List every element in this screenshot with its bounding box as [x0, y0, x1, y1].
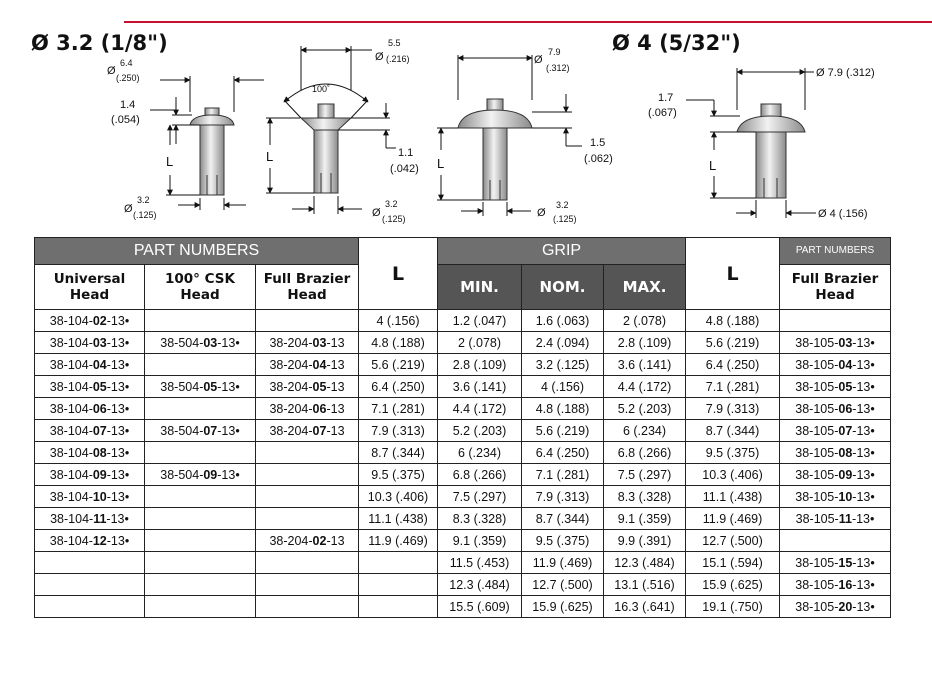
table-row	[35, 332, 891, 354]
part-number-cell	[780, 530, 891, 552]
brazier-small-shank-dia-prefix: Ø	[537, 207, 546, 219]
length-cell: 4 (.156)	[359, 310, 438, 332]
length-cell: 4.8 (.188)	[686, 310, 780, 332]
grip-min-cell: 2 (.078)	[438, 332, 522, 354]
table-row	[35, 596, 891, 618]
part-number-cell: 38-104-09-13•	[35, 464, 145, 486]
part-number-cell: 38-104-11-13•	[35, 508, 145, 530]
grip-min-cell: 15.5 (.609)	[438, 596, 522, 618]
grip-nom-cell: 5.6 (.219)	[522, 420, 604, 442]
part-number-cell: 38-204-02-13	[256, 530, 359, 552]
part-number-cell	[145, 574, 256, 596]
brazier-small-shank-dia-in: (.125)	[553, 214, 577, 224]
part-number-cell: 38-104-02-13•	[35, 310, 145, 332]
size-title-3-2: Ø 3.2 (1/8")	[31, 31, 168, 55]
brazier-large-length-label: L	[709, 158, 717, 173]
part-number-cell	[145, 552, 256, 574]
part-number-cell: 38-105-03-13•	[780, 332, 891, 354]
brazier-small-length-label: L	[437, 156, 445, 171]
length-cell: 11.9 (.469)	[359, 530, 438, 552]
length-cell: 8.7 (.344)	[686, 420, 780, 442]
grip-nom-cell: 6.4 (.250)	[522, 442, 604, 464]
length-cell: 10.3 (.406)	[359, 486, 438, 508]
length-cell: 8.7 (.344)	[359, 442, 438, 464]
part-number-cell: 38-504-09-13•	[145, 464, 256, 486]
universal-length-label: L	[166, 154, 174, 169]
grip-min-cell: 8.3 (.328)	[438, 508, 522, 530]
table-row	[35, 508, 891, 530]
part-number-cell: 38-105-11-13•	[780, 508, 891, 530]
part-number-cell	[35, 596, 145, 618]
part-number-cell	[145, 310, 256, 332]
part-number-cell: 38-204-07-13	[256, 420, 359, 442]
grip-max-cell: 8.3 (.328)	[604, 486, 686, 508]
table-row	[35, 420, 891, 442]
part-number-cell	[145, 486, 256, 508]
col-grip-nom: NOM.	[522, 265, 604, 310]
part-number-cell: 38-105-07-13•	[780, 420, 891, 442]
length-header-right: L	[686, 238, 780, 310]
table-row	[35, 530, 891, 552]
universal-head-dia-mm: 6.4	[120, 58, 133, 68]
col-universal-head: Universal Head	[35, 265, 145, 310]
part-number-cell: 38-104-03-13•	[35, 332, 145, 354]
part-number-cell: 38-105-09-13•	[780, 464, 891, 486]
brazier-small-head-height-mm: 1.5	[590, 137, 606, 149]
part-number-cell: 38-104-05-13•	[35, 376, 145, 398]
length-cell: 7.1 (.281)	[686, 376, 780, 398]
grip-min-cell: 3.6 (.141)	[438, 376, 522, 398]
length-cell: 5.6 (.219)	[359, 354, 438, 376]
part-number-cell	[256, 574, 359, 596]
grip-nom-cell: 7.9 (.313)	[522, 486, 604, 508]
grip-max-cell: 3.6 (.141)	[604, 354, 686, 376]
brazier-large-head-height-mm: 1.7	[658, 92, 674, 104]
grip-max-cell: 7.5 (.297)	[604, 464, 686, 486]
length-cell: 9.5 (.375)	[686, 442, 780, 464]
grip-max-cell: 9.9 (.391)	[604, 530, 686, 552]
part-number-cell: 38-105-15-13•	[780, 552, 891, 574]
universal-shank-dia-in: (.125)	[133, 210, 157, 220]
part-numbers-table-body	[35, 310, 891, 618]
part-number-cell: 38-105-16-13•	[780, 574, 891, 596]
grip-group-header: GRIP	[438, 238, 686, 265]
universal-shank-dia-mm: 3.2	[137, 195, 150, 205]
grip-nom-cell: 2.4 (.094)	[522, 332, 604, 354]
grip-min-cell: 12.3 (.484)	[438, 574, 522, 596]
part-number-cell: 38-105-06-13•	[780, 398, 891, 420]
grip-max-cell: 16.3 (.641)	[604, 596, 686, 618]
grip-nom-cell: 1.6 (.063)	[522, 310, 604, 332]
col-grip-min: MIN.	[438, 265, 522, 310]
length-cell: 7.1 (.281)	[359, 398, 438, 420]
csk-head-height-mm: 1.1	[398, 147, 414, 159]
part-number-cell: 38-204-06-13	[256, 398, 359, 420]
table-row	[35, 398, 891, 420]
brazier-large-head-height-in: (.067)	[648, 107, 677, 119]
grip-max-cell: 6.8 (.266)	[604, 442, 686, 464]
length-cell: 9.5 (.375)	[359, 464, 438, 486]
length-cell: 11.1 (.438)	[359, 508, 438, 530]
grip-min-cell: 6 (.234)	[438, 442, 522, 464]
csk-head-dia-in: (.216)	[386, 54, 410, 64]
part-number-cell	[256, 442, 359, 464]
part-number-cell	[35, 574, 145, 596]
part-number-cell: 38-105-04-13•	[780, 354, 891, 376]
part-number-cell	[780, 310, 891, 332]
part-number-cell	[145, 398, 256, 420]
part-number-cell	[256, 508, 359, 530]
grip-min-cell: 11.5 (.453)	[438, 552, 522, 574]
grip-nom-cell: 4.8 (.188)	[522, 398, 604, 420]
part-number-cell	[256, 464, 359, 486]
grip-nom-cell: 9.5 (.375)	[522, 530, 604, 552]
part-number-cell	[256, 310, 359, 332]
part-number-cell: 38-204-04-13	[256, 354, 359, 376]
grip-nom-cell: 4 (.156)	[522, 376, 604, 398]
table-row	[35, 486, 891, 508]
part-numbers-group-header: PART NUMBERS	[35, 238, 359, 265]
part-number-cell: 38-104-04-13•	[35, 354, 145, 376]
grip-max-cell: 6 (.234)	[604, 420, 686, 442]
table-row	[35, 574, 891, 596]
grip-max-cell: 9.1 (.359)	[604, 508, 686, 530]
length-cell: 11.1 (.438)	[686, 486, 780, 508]
part-number-cell: 38-104-10-13•	[35, 486, 145, 508]
part-number-cell	[145, 354, 256, 376]
length-cell	[359, 574, 438, 596]
csk-head-dia-mm: 5.5	[388, 38, 401, 48]
universal-head-height-in: (.054)	[111, 114, 140, 126]
grip-max-cell: 2 (.078)	[604, 310, 686, 332]
part-number-cell: 38-104-12-13•	[35, 530, 145, 552]
brazier-small-head-height-in: (.062)	[584, 153, 613, 165]
csk-head-dia-prefix: Ø	[375, 51, 384, 63]
csk-shank-dia-mm: 3.2	[385, 199, 398, 209]
grip-nom-cell: 11.9 (.469)	[522, 552, 604, 574]
table-row	[35, 552, 891, 574]
brazier-large-shank-dia: Ø 4 (.156)	[818, 208, 868, 220]
part-number-cell: 38-104-07-13•	[35, 420, 145, 442]
rivet-drawings	[0, 0, 932, 237]
grip-nom-cell: 12.7 (.500)	[522, 574, 604, 596]
table-row	[35, 442, 891, 464]
brazier-large-head-dia: Ø 7.9 (.312)	[816, 67, 875, 79]
grip-max-cell: 13.1 (.516)	[604, 574, 686, 596]
col-full-brazier-head: Full Brazier Head	[256, 265, 359, 310]
grip-max-cell: 12.3 (.484)	[604, 552, 686, 574]
universal-head-dia-prefix: Ø	[107, 65, 116, 77]
part-number-cell: 38-204-05-13	[256, 376, 359, 398]
length-cell: 15.1 (.594)	[686, 552, 780, 574]
grip-nom-cell: 7.1 (.281)	[522, 464, 604, 486]
table-row	[35, 376, 891, 398]
length-cell: 11.9 (.469)	[686, 508, 780, 530]
brazier-head-large-rivet-drawing	[648, 67, 875, 220]
grip-min-cell: 4.4 (.172)	[438, 398, 522, 420]
csk-head-height-in: (.042)	[390, 163, 419, 175]
part-number-cell	[35, 552, 145, 574]
part-number-cell: 38-105-20-13•	[780, 596, 891, 618]
grip-max-cell: 2.8 (.109)	[604, 332, 686, 354]
grip-min-cell: 9.1 (.359)	[438, 530, 522, 552]
brazier-head-small-rivet-drawing	[437, 47, 613, 224]
part-number-cell: 38-104-06-13•	[35, 398, 145, 420]
col-csk-head: 100° CSK Head	[145, 265, 256, 310]
grip-max-cell: 5.2 (.203)	[604, 398, 686, 420]
part-number-cell: 38-105-08-13•	[780, 442, 891, 464]
grip-max-cell: 4.4 (.172)	[604, 376, 686, 398]
grip-nom-cell: 8.7 (.344)	[522, 508, 604, 530]
length-cell	[359, 552, 438, 574]
grip-nom-cell: 15.9 (.625)	[522, 596, 604, 618]
part-number-cell: 38-204-03-13	[256, 332, 359, 354]
brazier-small-shank-dia-mm: 3.2	[556, 200, 569, 210]
part-number-cell: 38-105-10-13•	[780, 486, 891, 508]
grip-min-cell: 6.8 (.266)	[438, 464, 522, 486]
part-number-cell	[256, 552, 359, 574]
csk-shank-dia-prefix: Ø	[372, 207, 381, 219]
grip-nom-cell: 3.2 (.125)	[522, 354, 604, 376]
length-cell: 15.9 (.625)	[686, 574, 780, 596]
universal-head-rivet-drawing	[107, 58, 264, 220]
col-grip-max: MAX.	[604, 265, 686, 310]
table-row	[35, 310, 891, 332]
universal-head-dia-in: (.250)	[116, 73, 140, 83]
csk-length-label: L	[266, 149, 274, 164]
part-numbers-right-header: PART NUMBERS	[780, 238, 891, 265]
brazier-small-head-dia-in: (.312)	[546, 63, 570, 73]
grip-min-cell: 7.5 (.297)	[438, 486, 522, 508]
length-cell: 6.4 (.250)	[686, 354, 780, 376]
part-number-cell: 38-504-03-13•	[145, 332, 256, 354]
col-full-brazier-head-right: Full Brazier Head	[780, 265, 891, 310]
length-cell	[359, 596, 438, 618]
brazier-small-head-dia-prefix: Ø	[534, 54, 543, 66]
part-number-cell: 38-105-05-13•	[780, 376, 891, 398]
part-number-cell	[256, 486, 359, 508]
length-cell: 7.9 (.313)	[359, 420, 438, 442]
part-number-cell	[145, 530, 256, 552]
length-cell: 7.9 (.313)	[686, 398, 780, 420]
part-number-cell: 38-504-05-13•	[145, 376, 256, 398]
universal-head-height-mm: 1.4	[120, 99, 136, 111]
length-cell: 10.3 (.406)	[686, 464, 780, 486]
table-row	[35, 464, 891, 486]
length-cell: 12.7 (.500)	[686, 530, 780, 552]
brazier-small-head-dia-mm: 7.9	[548, 47, 561, 57]
part-number-cell	[145, 596, 256, 618]
part-number-cell: 38-104-08-13•	[35, 442, 145, 464]
part-number-cell: 38-504-07-13•	[145, 420, 256, 442]
csk-shank-dia-in: (.125)	[382, 214, 406, 224]
length-cell: 6.4 (.250)	[359, 376, 438, 398]
table-row	[35, 354, 891, 376]
csk-angle-label: 100˚	[312, 84, 331, 94]
length-header-left: L	[359, 238, 438, 310]
grip-min-cell: 5.2 (.203)	[438, 420, 522, 442]
part-number-cell	[256, 596, 359, 618]
universal-shank-dia-prefix: Ø	[124, 203, 133, 215]
length-cell: 4.8 (.188)	[359, 332, 438, 354]
grip-min-cell: 2.8 (.109)	[438, 354, 522, 376]
size-title-4: Ø 4 (5/32")	[612, 31, 741, 55]
csk-head-rivet-drawing	[266, 38, 419, 224]
part-number-cell	[145, 442, 256, 464]
grip-min-cell: 1.2 (.047)	[438, 310, 522, 332]
part-number-cell	[145, 508, 256, 530]
length-cell: 19.1 (.750)	[686, 596, 780, 618]
length-cell: 5.6 (.219)	[686, 332, 780, 354]
part-numbers-table	[34, 237, 891, 618]
